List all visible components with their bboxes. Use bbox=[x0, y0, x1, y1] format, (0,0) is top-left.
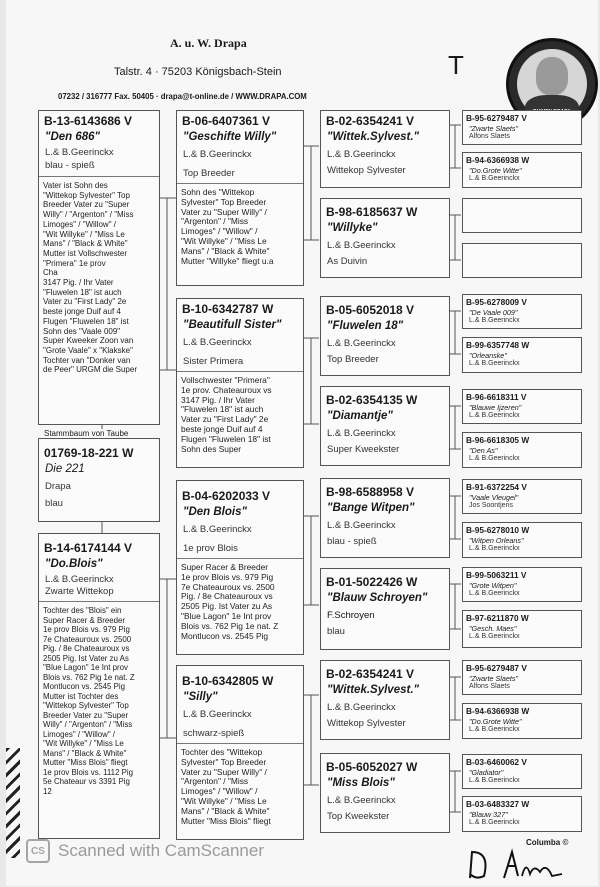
gen3-info: Super Kweekster bbox=[327, 444, 400, 455]
gen3-ring: B-02-6354135 W bbox=[326, 393, 418, 407]
pigeon-ring: B-13-6143686 V bbox=[44, 114, 133, 128]
gen4-card-11 bbox=[462, 567, 582, 602]
dam-dam-card bbox=[176, 665, 304, 840]
gen4-card-4 bbox=[462, 243, 582, 278]
gen4-name: "De Vaale 009" bbox=[469, 308, 518, 317]
target-pigeon-name: Die 221 bbox=[45, 463, 85, 475]
gen3-info: blau bbox=[327, 626, 345, 637]
gen2-description: Tochter des "Wittekop Sylvester" Top Breeder Vater zu "Super Willy" / "Argenton" / "Miss Limoges" / "Willow" / "Wit Willyke" / "Miss Le Mans" / "Black & White" Mutter "Miss Blois" fliegt bbox=[181, 747, 271, 826]
camscanner-logo-icon: CS bbox=[26, 839, 50, 863]
pigeon-name: "Den 686" bbox=[45, 131, 101, 143]
gen2-info: 1e prov Blois bbox=[183, 543, 238, 554]
target-pigeon-ring: 01769-18-221 W bbox=[44, 446, 134, 460]
signature-scribble bbox=[466, 846, 576, 882]
pedigree-sheet bbox=[6, 0, 598, 886]
gen4-breeder: L.& B.Geerinckx bbox=[469, 819, 520, 826]
gen2-info: schwarz-spieß bbox=[183, 728, 245, 739]
gen4-card-8 bbox=[462, 432, 582, 468]
gen4-name bbox=[463, 201, 581, 202]
dam-card bbox=[38, 533, 160, 839]
software-credit: Columba © bbox=[526, 838, 569, 847]
gen4-name: "Zwarte Slaets" bbox=[469, 124, 519, 133]
gen4-card-10 bbox=[462, 522, 582, 558]
gen4-ring: B-94-6366938 W bbox=[466, 706, 530, 716]
gen4-card-14 bbox=[462, 703, 582, 739]
camscanner-watermark bbox=[26, 838, 264, 864]
gen2-ring: B-10-6342805 W bbox=[182, 674, 274, 688]
gen3-breeder: L.& B.Geerinckx bbox=[327, 795, 396, 806]
watermark-text: Scanned with CamScanner bbox=[58, 841, 265, 860]
gen4-breeder: L.& B.Geerinckx bbox=[469, 412, 520, 419]
gen4-ring: B-99-6357748 W bbox=[466, 340, 530, 350]
binding-stripes bbox=[6, 748, 20, 858]
gen3-ring: B-05-6052018 V bbox=[326, 303, 415, 317]
gen3-card-5 bbox=[320, 478, 450, 558]
gen3-ring: B-01-5022426 W bbox=[326, 575, 418, 589]
gen4-name: "Blauw 327" bbox=[469, 810, 508, 819]
gen3-info: Wittekop Sylvester bbox=[327, 165, 406, 176]
gen4-breeder: L.& B.Geerinckx bbox=[469, 545, 520, 552]
dam-breeder: L.& B.Geerinckx bbox=[45, 574, 114, 585]
gen3-breeder: L.& B.Geerinckx bbox=[327, 240, 396, 251]
gen3-info: blau - spieß bbox=[327, 536, 377, 547]
dam-ring: B-14-6174144 V bbox=[44, 541, 133, 555]
gen3-card-3 bbox=[320, 296, 450, 376]
gen4-ring: B-94-6366938 W bbox=[466, 155, 530, 165]
gen2-ring: B-04-6202033 V bbox=[182, 489, 271, 503]
gen4-breeder: L.& B.Geerinckx bbox=[469, 590, 520, 597]
gen3-card-1 bbox=[320, 110, 450, 188]
gen4-ring: B-95-6279487 V bbox=[466, 663, 527, 673]
gen3-name: "Willyke" bbox=[327, 222, 378, 234]
gen4-breeder: Jos Soontjens bbox=[469, 502, 513, 509]
gen3-ring: B-98-6185637 W bbox=[326, 205, 418, 219]
gen3-info: Wittekop Sylvester bbox=[327, 718, 406, 729]
signature bbox=[466, 846, 576, 882]
gen3-name: "Wittek.Sylvest." bbox=[327, 131, 419, 143]
gen4-card-6 bbox=[462, 337, 582, 373]
gen4-name: "Blauwe Ijzeren" bbox=[469, 403, 522, 412]
gen3-card-8 bbox=[320, 753, 450, 833]
dam-color: Zwarte Wittekop bbox=[45, 586, 114, 597]
gen3-breeder: L.& B.Geerinckx bbox=[327, 428, 396, 439]
gen3-name: "Bange Witpen" bbox=[327, 502, 415, 514]
gen4-name: "Zwarte Slaets" bbox=[469, 674, 519, 683]
gen4-card-13 bbox=[462, 660, 582, 695]
gen3-breeder: F.Schroyen bbox=[327, 610, 375, 621]
gen4-card-2 bbox=[462, 152, 582, 188]
gen4-name: "Den As" bbox=[469, 446, 498, 455]
gen3-name: "Wittek.Sylvest." bbox=[327, 684, 419, 696]
gen4-card-7 bbox=[462, 389, 582, 424]
dam-description: Tochter des "Blois" ein Super Racer & Breeder 1e prov Blois vs. 979 Pig 7e Chateauroux vs. 2500 Pig. / 8e Chateauroux vs 2505 Pig. Ist Vater zu As "Blue Lagon" 1e Int prov Blois vs. 762 Pig 1e nat. Z Montlucon vs. 2545 Pig Mutter ist Tochter des "Wittekop Sylvester" Top Breeder Vater zu "Super Willy" / "Argenton" / "Miss Limoges" / "Willow" / "Wit Willyke" / "Miss Le Mans" / "Black & White" Mutter "Miss Blois" fliegt 1e prov Blois vs. 1112 Pig 5e Chateaur vs 3391 Pig 12 bbox=[43, 606, 135, 796]
gen4-name: "Vaale Vleugel" bbox=[469, 493, 519, 502]
gen4-ring: B-99-5063211 V bbox=[466, 570, 527, 580]
stammbaum-label: Stammbaum von Taube bbox=[44, 429, 129, 438]
gen2-name: "Den Blois" bbox=[183, 506, 247, 518]
gen2-name: "Geschifte Willy" bbox=[183, 131, 277, 143]
target-pigeon-card bbox=[38, 438, 160, 522]
target-pigeon-breeder: Drapa bbox=[45, 481, 71, 492]
pigeon-card bbox=[38, 110, 160, 425]
gen4-name: "Do.Grote Witte" bbox=[469, 717, 522, 726]
gen3-ring: B-02-6354241 V bbox=[326, 667, 415, 681]
gen3-ring: B-05-6052027 W bbox=[326, 760, 418, 774]
gen3-card-4 bbox=[320, 386, 450, 466]
gen3-name: "Blauw Schroyen" bbox=[327, 592, 428, 604]
gen4-breeder: L.& B.Geerinckx bbox=[469, 317, 520, 324]
gen4-name: "Grote Witpen" bbox=[469, 581, 517, 590]
gen2-description: Super Racer & Breeder 1e prov Blois vs. 979 Pig 7e Chateauroux vs. 2500 Pig. / 8e Chateauroux vs 2505 Pig. Ist Vater zu As "Blue Lagon" 1e Int prov Blois vs. 762 Pig 1e nat. Z Montlucon vs. 2545 Pig bbox=[181, 562, 279, 641]
gen2-ring: B-10-6342787 W bbox=[182, 302, 274, 316]
gen2-breeder: L.& B.Geerinckx bbox=[183, 149, 252, 160]
gen3-breeder: L.& B.Geerinckx bbox=[327, 520, 396, 531]
pigeon-breeder: L.& B.Geerinckx bbox=[45, 147, 114, 158]
gen4-card-15 bbox=[462, 754, 582, 789]
gen3-ring: B-02-6354241 V bbox=[326, 114, 415, 128]
gen4-ring: B-95-6278010 W bbox=[466, 525, 530, 535]
gen2-breeder: L.& B.Geerinckx bbox=[183, 524, 252, 535]
gen2-breeder: L.& B.Geerinckx bbox=[183, 337, 252, 348]
company-address: Talstr. 4 · 75203 Königsbach-Stein bbox=[114, 66, 282, 78]
gen4-name: "Gladiator" bbox=[469, 768, 504, 777]
gen4-breeder: L.& B.Geerinckx bbox=[469, 360, 520, 367]
gen4-ring: B-03-6460062 V bbox=[466, 757, 527, 767]
gen3-card-2 bbox=[320, 198, 450, 278]
gen3-breeder: L.& B.Geerinckx bbox=[327, 702, 396, 713]
dam-sire-card bbox=[176, 480, 304, 655]
gen3-info: Top Kweekster bbox=[327, 811, 390, 822]
gen2-info: Top Breeder bbox=[183, 168, 235, 179]
gen2-description: Vollschwester "Primera" 1e prov. Chateauroux vs 3147 Pig. / Ihr Vater "Fluwelen 18" ist auch Vater zu "First Lady" 2e beste jonge Duif auf 4 Flugen "Fluwelen 18" ist Sohn des Super bbox=[181, 375, 272, 454]
gen4-ring: B-96-6618311 V bbox=[466, 392, 527, 402]
gen4-name: "Gesch. Maes" bbox=[469, 624, 517, 633]
gen3-card-7 bbox=[320, 660, 450, 740]
gen4-ring: B-95-6278009 V bbox=[466, 297, 527, 307]
gen4-card-9 bbox=[462, 479, 582, 514]
gen4-name bbox=[463, 246, 581, 247]
gen4-ring: B-91-6372254 V bbox=[466, 482, 527, 492]
gen4-name: "Witpen Orleans" bbox=[469, 536, 524, 545]
gen4-ring: B-96-6618305 W bbox=[466, 435, 530, 445]
gen4-card-5 bbox=[462, 294, 582, 329]
target-pigeon-color: blau bbox=[45, 498, 63, 509]
dam-name: "Do.Blois" bbox=[45, 558, 103, 570]
gen4-name: "Orleanske" bbox=[469, 351, 507, 360]
gen4-breeder: Alfons Slaets bbox=[469, 683, 510, 690]
gen4-name: "Do.Grote Witte" bbox=[469, 166, 522, 175]
gen3-breeder: L.& B.Geerinckx bbox=[327, 338, 396, 349]
gen2-description: Sohn des "Wittekop Sylvester" Top Breeder Vater zu "Super Willy" / "Argenton" / "Miss Limoges" / "Willow" / "Wit Willyke" / "Miss Le Mans" / "Black & White" Mutter "Willyke" fliegt u.a bbox=[181, 187, 274, 266]
gen3-name: "Miss Blois" bbox=[327, 777, 395, 789]
gen4-ring: B-03-6483327 W bbox=[466, 799, 530, 809]
gen4-breeder: L.& B.Geerinckx bbox=[469, 175, 520, 182]
gen3-info: As Duivin bbox=[327, 256, 368, 267]
gen3-ring: B-98-6588958 V bbox=[326, 485, 415, 499]
margin-mark: T bbox=[448, 50, 464, 80]
gen3-name: "Fluwelen 18" bbox=[327, 320, 404, 332]
gen2-ring: B-06-6407361 V bbox=[182, 114, 271, 128]
gen4-card-16 bbox=[462, 796, 582, 832]
gen4-ring: B-97-6211870 W bbox=[466, 613, 529, 623]
gen4-breeder: L.& B.Geerinckx bbox=[469, 455, 520, 462]
gen2-name: "Beautifull Sister" bbox=[183, 319, 282, 331]
sire-dam-card bbox=[176, 298, 304, 468]
gen3-breeder: L.& B.Geerinckx bbox=[327, 149, 396, 160]
company-name: A. u. W. Drapa bbox=[170, 36, 247, 50]
gen4-ring: B-95-6279487 V bbox=[466, 113, 527, 123]
pigeon-description: Vater ist Sohn des "Wittekop Sylvester" Top Breeder Vater zu "Super Willy" / "Argenton" / "Miss Limoges" / "Willow" / "Wit Willyke" / "Miss Le Mans" / "Black & White" Mutter ist Vollschwester "Primera" 1e prov Cha 3147 Pig. / Ihr Vater "Fluwelen 18" ist auch Vater zu "First Lady" 2e beste jonge Duif auf 4 Flugen "Fluwelen 18" ist Sohn des "Vaale 009" Super Kweeker Zoon van "Grote Vaale" x "Klakske" Tochter van "Donker van de Peer" URGM die Super bbox=[43, 181, 137, 375]
gen3-name: "Diamantje" bbox=[327, 410, 393, 422]
gen2-info: Sister Primera bbox=[183, 356, 244, 367]
gen4-breeder: Alfons Slaets bbox=[469, 133, 510, 140]
sire-sire-card bbox=[176, 110, 304, 286]
gen3-card-6 bbox=[320, 568, 450, 650]
gen4-breeder: L.& B.Geerinckx bbox=[469, 633, 520, 640]
gen4-breeder: L.& B.Geerinckx bbox=[469, 777, 520, 784]
pigeon-color: blau - spieß bbox=[45, 160, 95, 171]
company-contact: 07232 / 316777 Fax. 50405 · drapa@t-online.de / WWW.DRAPA.COM bbox=[58, 92, 307, 101]
gen4-card-12 bbox=[462, 610, 582, 648]
gen2-breeder: L.& B.Geerinckx bbox=[183, 709, 252, 720]
gen3-info: Top Breeder bbox=[327, 354, 379, 365]
gen2-name: "Silly" bbox=[183, 691, 218, 703]
gen4-card-1 bbox=[462, 110, 582, 145]
gen4-breeder: L.& B.Geerinckx bbox=[469, 726, 520, 733]
gen4-card-3 bbox=[462, 198, 582, 233]
